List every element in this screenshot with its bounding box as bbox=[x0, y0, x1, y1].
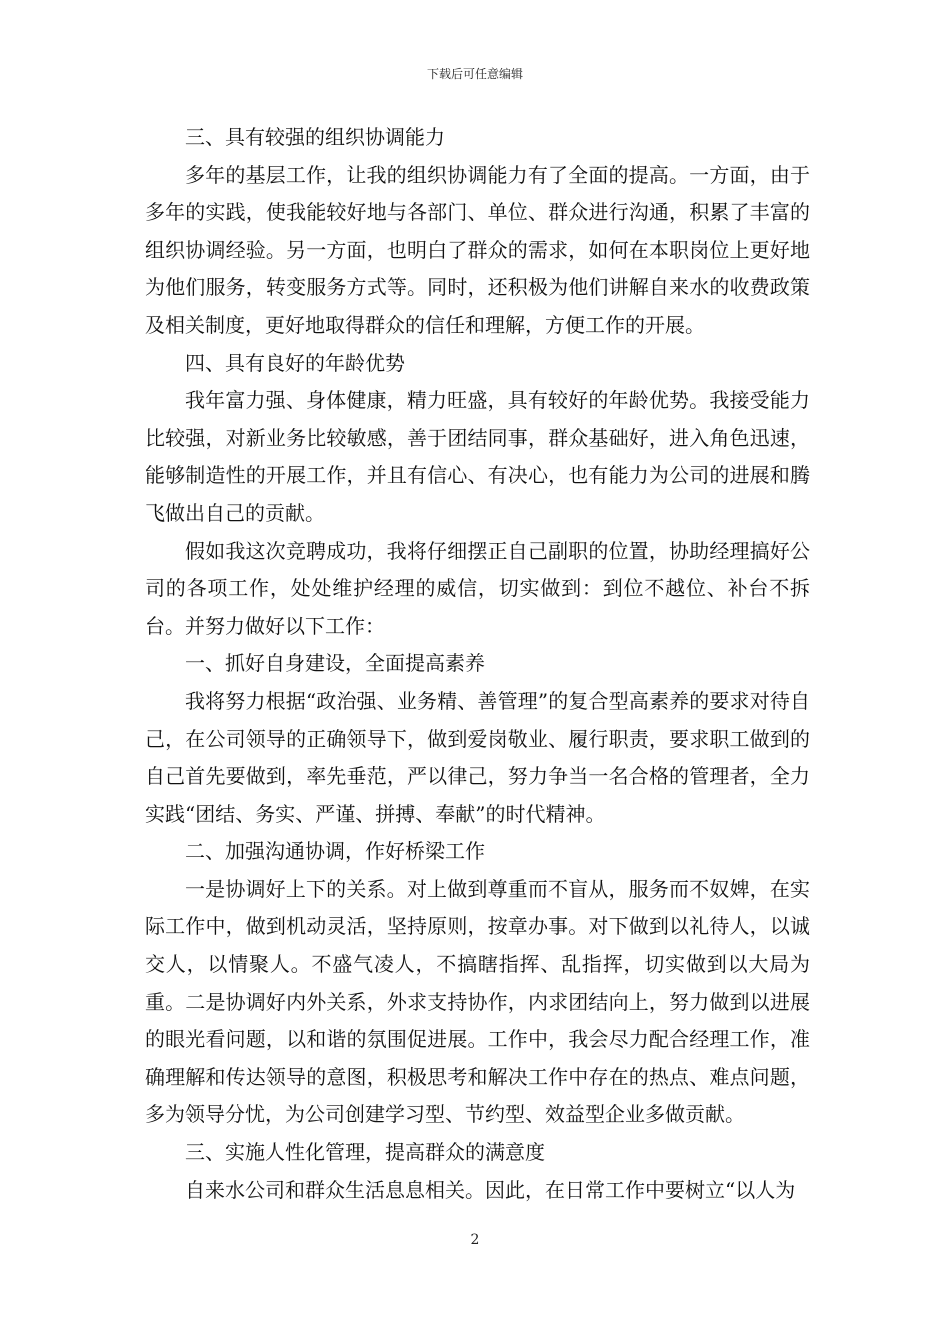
body-paragraph: 假如我这次竞聘成功，我将仔细摆正自己副职的位置，协助经理搞好公司的各项工作，处处维护经理的威信，切实做到：到位不越位、补台不拆台。并努力做好以下工作： bbox=[145, 538, 810, 638]
section-heading: 二、加强沟通协调，作好桥梁工作 bbox=[185, 839, 485, 864]
section-heading: 四、具有良好的年龄优势 bbox=[185, 350, 405, 375]
body-paragraph: 自来水公司和群众生活息息相关。因此，在日常工作中要树立“以人为 bbox=[185, 1177, 796, 1202]
body-paragraph: 一是协调好上下的关系。对上做到尊重而不盲从，服务而不奴婢，在实际工作中，做到机动灵活，坚持原则，按章办事。对下做到以礼待人，以诚交人，以情聚人。不盛气凌人，不搞瞎指挥、乱指挥，切实做到以大局为重。二是协调好内外关系，外求支持协作，内求团结向上，努力做到以进展的眼光看问题，以和谐的氛围促进展。工作中，我会尽力配合经理工作，准确理解和传达领导的意图，积极思考和解决工作中存在的热点、难点问题，多为领导分忧，为公司创建学习型、节约型、效益型企业多做贡献。 bbox=[145, 876, 810, 1127]
page-header: 下载后可任意编辑 bbox=[426, 67, 523, 81]
body-paragraph: 多年的基层工作，让我的组织协调能力有了全面的提高。一方面，由于多年的实践，使我能较好地与各部门、单位、群众进行沟通，积累了丰富的组织协调经验。另一方面，也明白了群众的需求，如何在本职岗位上更好地为他们服务，转变服务方式等。同时，还积极为他们讲解自来水的收费政策及相关制度，更好地取得群众的信任和理解，方便工作的开展。 bbox=[145, 162, 810, 337]
section-heading: 一、抓好自身建设，全面提高素养 bbox=[185, 651, 485, 676]
body-paragraph: 我年富力强、身体健康，精力旺盛，具有较好的年龄优势。我接受能力比较强，对新业务比较敏感，善于团结同事，群众基础好，进入角色迅速，能够制造性的开展工作，并且有信心、有决心，也有能力为公司的进展和腾飞做出自己的贡献。 bbox=[145, 388, 810, 525]
section-heading: 三、具有较强的组织协调能力 bbox=[185, 125, 445, 149]
section-heading: 三、实施人性化管理，提高群众的满意度 bbox=[185, 1140, 545, 1165]
document-body bbox=[145, 119, 810, 1209]
body-paragraph: 我将努力根据“政治强、业务精、善管理”的复合型高素养的要求对待自己，在公司领导的正确领导下，做到爱岗敬业、履行职责，要求职工做到的自己首先要做到，率先垂范，严以律己，努力争当一名合格的管理者，全力实践“团结、务实、严谨、拼搏、奉献”的时代精神。 bbox=[145, 688, 810, 826]
page-number: 2 bbox=[470, 1232, 480, 1248]
